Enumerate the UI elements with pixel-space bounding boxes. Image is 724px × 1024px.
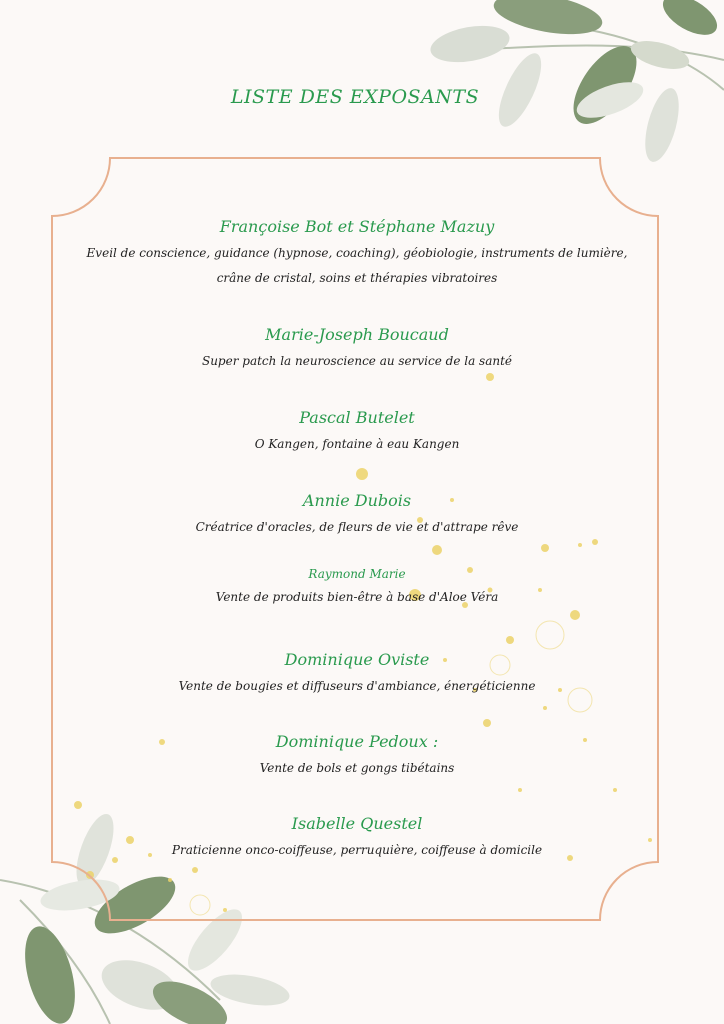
exhibitor-description: Praticienne onco-coiffeuse, perruquière, coiffeuse à domicile: [171, 843, 543, 857]
exhibitor-name: Raymond Marie: [308, 567, 406, 581]
list-item: [70, 646, 644, 728]
list-item: [70, 810, 644, 863]
list-item: [70, 728, 644, 810]
list-item: [70, 213, 644, 321]
list-item: [70, 321, 644, 404]
list-item: [70, 563, 644, 646]
exhibitor-description: Super patch la neuroscience au service de la santé: [201, 354, 513, 368]
exhibitor-name: Dominique Oviste: [284, 650, 430, 669]
list-item: [70, 487, 644, 563]
exhibitor-description: Créatrice d'oracles, de fleurs de vie et d'attrape rêve: [195, 520, 519, 534]
exhibitor-name: Marie-Joseph Boucaud: [265, 325, 449, 344]
page-title: LISTE DES EXPOSANTS: [230, 86, 480, 108]
exhibitor-name: Françoise Bot et Stéphane Mazuy: [219, 217, 495, 236]
exhibitor-description: O Kangen, fontaine à eau Kangen: [254, 437, 460, 451]
exhibitor-name: Pascal Butelet: [299, 408, 415, 427]
exhibitor-name: Annie Dubois: [302, 491, 412, 510]
exhibitor-description: Vente de produits bien-être à base d'Aloe Véra: [215, 590, 499, 604]
exhibitor-description: Vente de bougies et diffuseurs d'ambiance, énergéticienne: [178, 679, 536, 693]
list-item: [70, 404, 644, 487]
exhibitor-name: Isabelle Questel: [291, 814, 423, 833]
exhibitor-list: [70, 213, 644, 863]
exhibitor-description: Eveil de conscience, guidance (hypnose, coaching), géobiologie, instruments de lumière, crâne de cristal, soins et thérapies vibratoires: [86, 246, 628, 285]
exhibitor-name: Dominique Pedoux :: [275, 732, 439, 751]
exhibitor-description: Vente de bols et gongs tibétains: [259, 761, 455, 775]
